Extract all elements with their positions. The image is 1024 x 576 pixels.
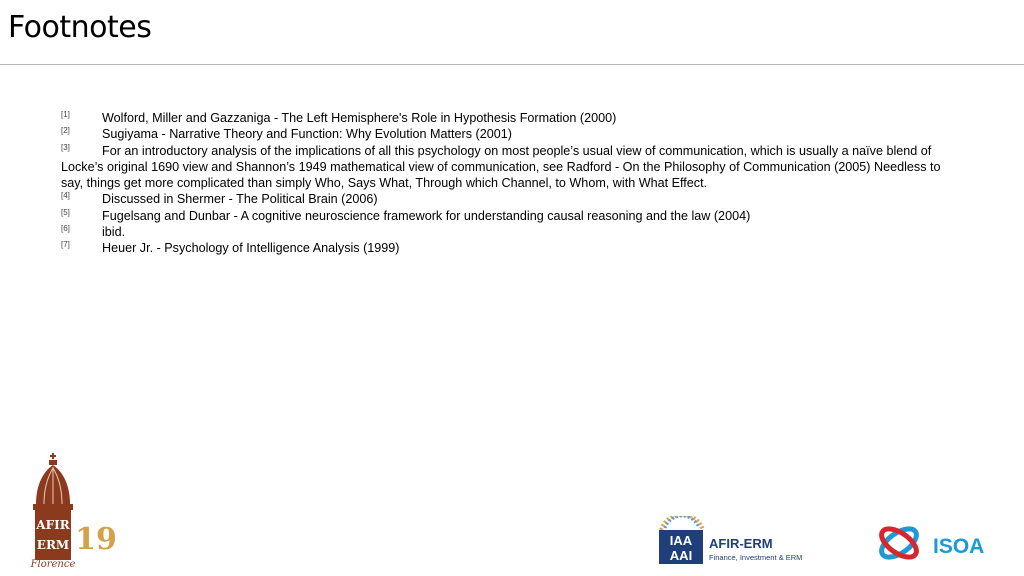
page-title: Footnotes xyxy=(8,10,152,45)
afir-logo-city: Florence xyxy=(30,559,76,570)
footnote-marker[interactable]: [5] xyxy=(61,207,70,217)
footnote-item xyxy=(61,110,941,126)
footnote-item xyxy=(61,126,941,142)
footnote-text: Fugelsang and Dunbar - A cognitive neuroscience framework for understanding causal reasoning and the law (2004) xyxy=(102,208,751,223)
isoa-logo-name: ISOA xyxy=(933,535,985,558)
iaa-afir-erm-logo xyxy=(655,516,815,566)
footnote-text: For an introductory analysis of the implications of all this psychology on most people’s usual view of communication, which is usually a naïve blend of Locke’s original 1690 view and Shannon’s 1949 mathematical view of communication, see Radford - On the Philosophy of Communication (2005) Needless to say, things get more complicated than simply Who, Says What, Through which Channel, to Whom, with What Effect. xyxy=(61,143,941,191)
afir-logo-line1: AFIR xyxy=(36,518,70,532)
iaa-logo-name: AFIR-ERM xyxy=(709,536,773,551)
footnote-text: Wolford, Miller and Gazzaniga - The Left Hemisphere's Role in Hypothesis Formation (2000) xyxy=(102,111,617,125)
isoa-logo xyxy=(875,519,995,569)
footnotes-list xyxy=(61,110,941,257)
footnote-marker[interactable]: [2] xyxy=(61,126,70,136)
footnote-text: Discussed in Shermer - The Political Brain (2006) xyxy=(102,192,378,207)
footnote-item xyxy=(61,208,941,224)
footnote-item xyxy=(61,240,941,256)
afir-erm-florence-logo xyxy=(30,452,120,572)
footnote-marker[interactable]: [4] xyxy=(61,191,70,201)
afir-logo-line2: ERM xyxy=(36,538,70,552)
afir-logo-year: 19 xyxy=(75,522,117,557)
iaa-logo-line2: AAI xyxy=(669,548,693,563)
footnote-marker[interactable]: [6] xyxy=(61,224,70,234)
footnote-marker[interactable]: [1] xyxy=(61,110,70,119)
footnote-marker[interactable]: [3] xyxy=(61,142,70,152)
footnote-text: Heuer Jr. - Psychology of Intelligence Analysis (1999) xyxy=(102,241,400,256)
iaa-logo-line1: IAA xyxy=(669,533,693,548)
title-divider xyxy=(0,64,1024,65)
footnote-item xyxy=(61,191,941,207)
footnote-item xyxy=(61,224,941,240)
footnote-text: ibid. xyxy=(102,225,126,240)
iaa-logo-subtitle: Finance, Investment & ERM xyxy=(709,553,803,562)
footnote-text: Sugiyama - Narrative Theory and Function: Why Evolution Matters (2001) xyxy=(102,127,512,142)
footnote-marker[interactable]: [7] xyxy=(61,240,70,250)
footnote-item xyxy=(61,143,941,192)
